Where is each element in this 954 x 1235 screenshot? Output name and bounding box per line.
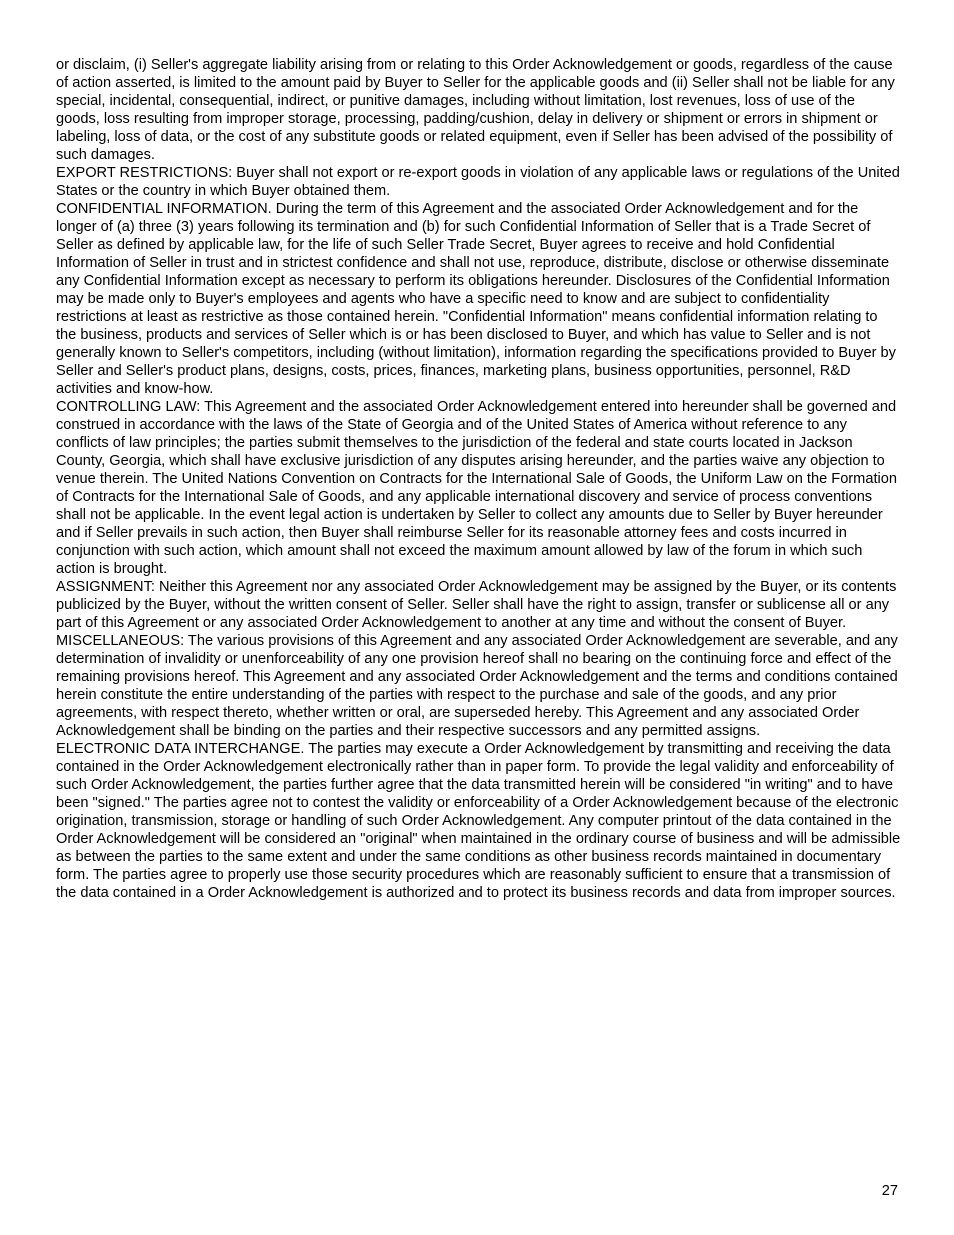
paragraph-assignment [56,578,901,632]
section-heading: MISCELLANEOUS: [56,633,185,649]
section-heading: ELECTRONIC DATA INTERCHANGE. [56,741,305,757]
paragraph-miscellaneous [56,632,901,740]
paragraph-text: The various provisions of this Agreement and any associated Order Acknowledgement are severable, and any determination of invalidity or unenforceability of any one provision hereof shall no bearing on the continuing force and effect of the remaining provisions hereof. This Agreement and any associated Order Acknowledgement and the terms and conditions contained herein constitute the entire understanding of the parties with respect to the purchase and sale of the goods, and any prior agreements, with respect thereto, whether written or oral, are superseded hereby. This Agreement and any associated Order Acknowledgement shall be binding on the parties and their respective successors and any permitted assigns. [56,633,898,739]
section-heading: CONFIDENTIAL INFORMATION. [56,201,272,217]
paragraph-controlling-law [56,398,901,578]
paragraph-text: During the term of this Agreement and the associated Order Acknowledgement and for the longer of (a) three (3) years following its termination and (b) for such Confidential Information of Seller that is a Trade Secret of Seller as defined by applicable law, for the life of such Seller Trade Secret, Buyer agrees to receive and hold Confidential Information of Seller in trust and in strictest confidence and shall not use, reproduce, distribute, disclose or otherwise disseminate any Confidential Information except as necessary to perform its obligations hereunder. Disclosures of the Confidential Information may be made only to Buyer's employees and agents who have a specific need to know and are subject to confidentiality restrictions at least as restrictive as those contained herein. "Confidential Information" means confidential information relating to the business, products and services of Seller which is or has been disclosed to Buyer, and which has value to Seller and is not generally known to Seller's competitors, including (without limitation), information regarding the specifications provided to Buyer by Seller and Seller's product plans, designs, costs, prices, finances, marketing plans, business opportunities, personnel, R&D activities and know-how. [56,201,896,397]
paragraph-text: This Agreement and the associated Order Acknowledgement entered into hereunder shall be governed and construed in accordance with the laws of the State of Georgia and of the United States of America without reference to any conflicts of law principles; the parties submit themselves to the jurisdiction of the federal and state courts located in Jackson County, Georgia, which shall have exclusive jurisdiction of any disputes arising hereunder, and the parties waive any objection to venue therein. The United Nations Convention on Contracts for the International Sale of Goods, the Uniform Law on the Formation of Contracts for the International Sale of Goods, and any applicable international discovery and service of process conventions shall not be applicable. In the event legal action is undertaken by Seller to collect any amounts due to Seller by Buyer hereunder and if Seller prevails in such action, then Buyer shall reimburse Seller for its reasonable attorney fees and costs incurred in conjunction with such action, which amount shall not exceed the maximum amount allowed by law of the forum in which such action is brought. [56,399,897,577]
section-heading: EXPORT RESTRICTIONS: [56,165,233,181]
document-body [56,56,901,902]
paragraph-text: or disclaim, (i) Seller's aggregate liability arising from or relating to this Order Acknowledgement or goods, regardless of the cause of action asserted, is limited to the amount paid by Buyer to Seller for the applicable goods and (ii) Seller shall not be liable for any special, incidental, consequential, indirect, or punitive damages, including without limitation, lost revenues, loss of use of the goods, loss resulting from improper storage, processing, padding/cushion, delay in delivery or shipment or errors in shipment or labeling, loss of data, or the cost of any substitute goods or related equipment, even if Seller has been advised of the possibility of such damages. [56,57,895,163]
paragraph-text: Buyer shall not export or re-export goods in violation of any applicable laws or regulations of the United States or the country in which Buyer obtained them. [56,165,900,199]
section-heading: ASSIGNMENT: [56,579,155,595]
paragraph-electronic-data-interchange [56,740,901,902]
paragraph-liability [56,56,901,164]
paragraph-text: Neither this Agreement nor any associated Order Acknowledgement may be assigned by the Buyer, or its contents publicized by the Buyer, without the written consent of Seller. Seller shall have the right to assign, transfer or sublicense all or any part of this Agreement or any associated Order Acknowledgement to another at any time and without the consent of Buyer. [56,579,897,631]
paragraph-confidential-information [56,200,901,398]
paragraph-text: The parties may execute a Order Acknowledgement by transmitting and receiving the data contained in the Order Acknowledgement electronically rather than in paper form. To provide the legal validity and enforceability of such Order Acknowledgement, the parties further agree that the data transmitted herein will be considered "in writing" and to have been "signed." The parties agree not to contest the validity or enforceability of a Order Acknowledgement because of the electronic origination, transmission, storage or handling of such Order Acknowledgement. Any computer printout of the data contained in the Order Acknowledgement will be considered an "original" when maintained in the ordinary course of business and will be admissible as between the parties to the same extent and under the same conditions as other business records maintained in documentary form. The parties agree to properly use those security procedures which are reasonably sufficient to ensure that a transmission of the data contained in a Order Acknowledgement is authorized and to protect its business records and data from improper sources. [56,741,901,901]
paragraph-export-restrictions [56,164,901,200]
section-heading: CONTROLLING LAW: [56,399,201,415]
page-number: 27 [881,1183,898,1199]
